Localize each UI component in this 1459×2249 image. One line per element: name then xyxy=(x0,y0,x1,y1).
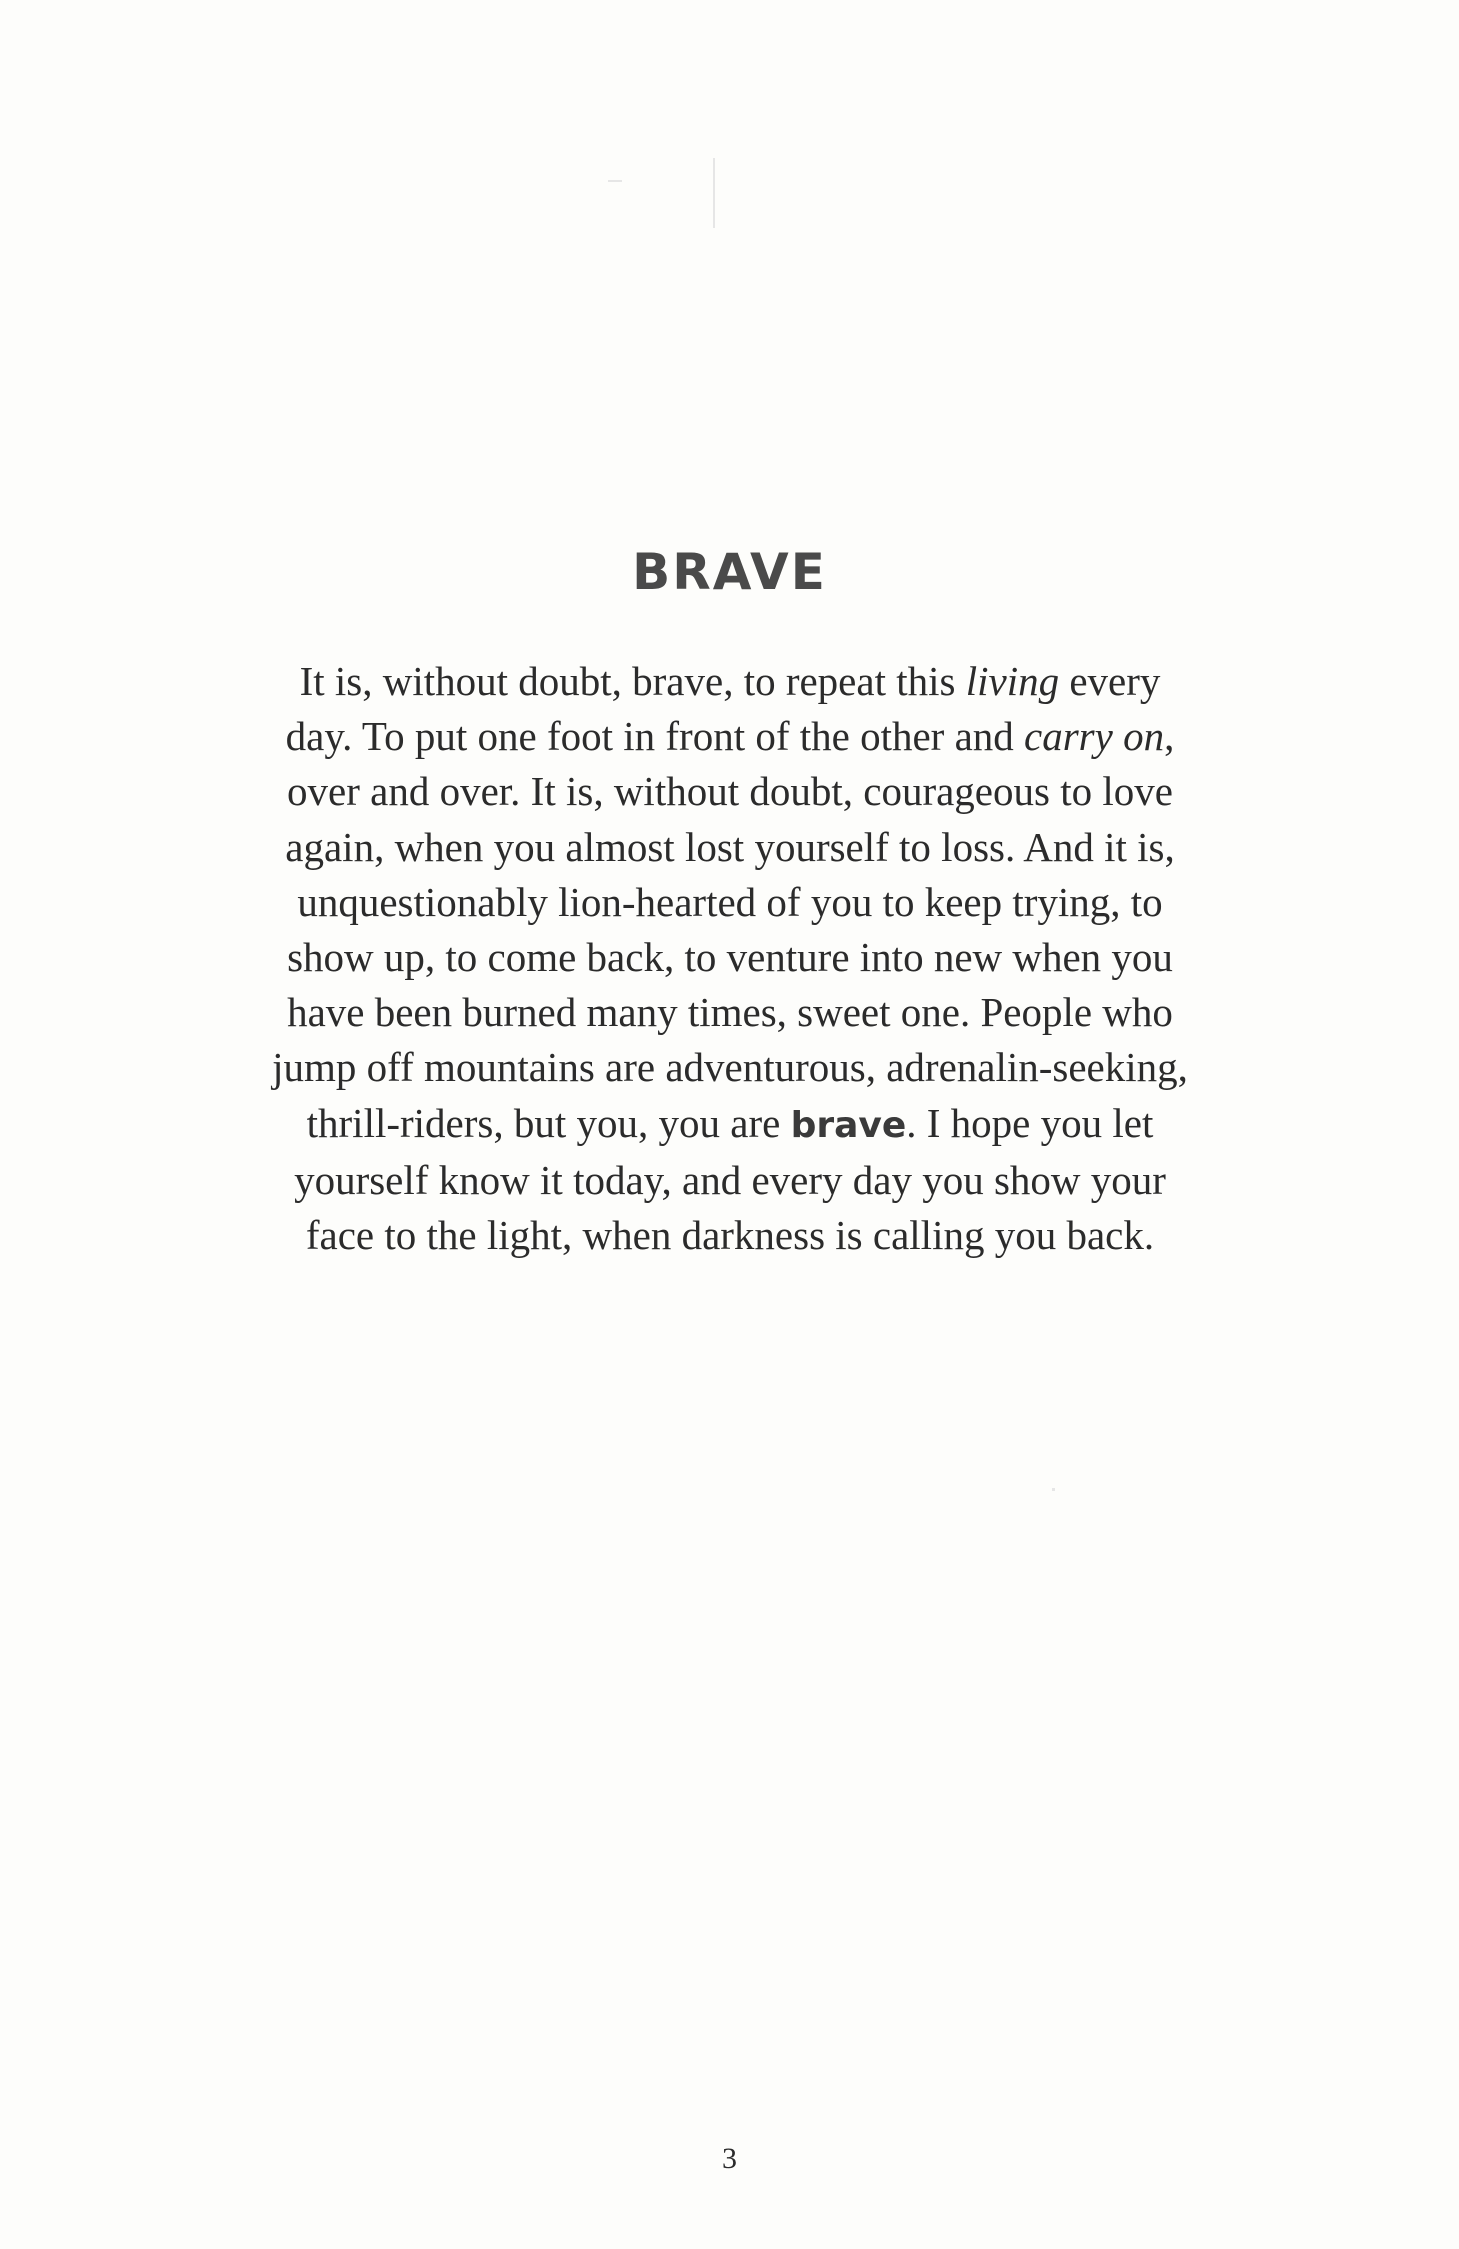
emphasis-text: living xyxy=(965,658,1060,704)
text-line: again, when you almost lost yourself to loss. And it is, xyxy=(285,823,1175,870)
bold-text: brave xyxy=(790,1104,907,1146)
scan-mark xyxy=(608,180,622,182)
page-number: 3 xyxy=(722,2142,737,2175)
text-line: over and over. It is, without doubt, courageous to love xyxy=(287,768,1173,815)
text-line: thrill-riders, but you, you are brave. I hope you let xyxy=(306,1099,1154,1146)
text-line: unquestionably lion-hearted of you to keep trying, to xyxy=(297,878,1163,925)
scan-mark xyxy=(713,158,715,228)
text-line: jump off mountains are adventurous, adrenalin-seeking, xyxy=(272,1044,1188,1091)
text-line: yourself know it today, and every day you show your xyxy=(294,1156,1166,1203)
chapter-title: BRAVE xyxy=(632,543,827,601)
body-paragraph xyxy=(210,654,1250,1263)
emphasis-text: carry on xyxy=(1024,713,1165,760)
text-line: It is, without doubt, brave, to repeat this living every xyxy=(299,658,1161,704)
text-line: day. To put one foot in front of the other and carry on, xyxy=(285,713,1175,760)
scan-mark xyxy=(1052,1488,1055,1491)
text-line: show up, to come back, to venture into new when you xyxy=(287,934,1173,981)
text-line: face to the light, when darkness is calling you back. xyxy=(305,1212,1155,1259)
text-line: have been burned many times, sweet one. People who xyxy=(287,989,1173,1036)
